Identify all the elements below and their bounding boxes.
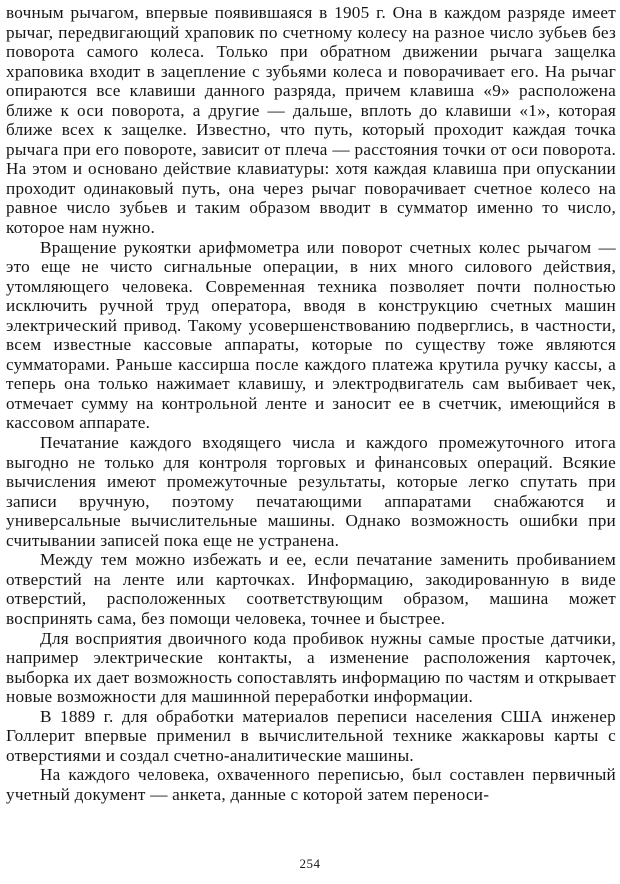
- body-text: [6, 3, 616, 804]
- paragraph: Для восприятия двоичного кода пробивок нужны самые простые датчики, например электрические контакты, а изменение расположения карточек, выборка их дает возможность сопоставлять информацию по частям и открывает новые возможности для машинной переработки информации.: [6, 628, 616, 707]
- paragraph: вочным рычагом, впервые появившаяся в 1905 г. Она в каждом разряде имеет рычаг, передвигающий храповик по счетному колесу на разное число зубьев без поворота самого колеса. Только при обратном движении рычага защелка храповика входит в зацепление с зубьями колеса и поворачивает его. На рычаг опираются все клавиши данного разряда, причем клавиша «9» расположена ближе к оси поворота, а другие — дальше, вплоть до клавиши «1», которая ближе всех к защелке. Известно, что путь, который проходит каждая точка рычага при его повороте, зависит от плеча — расстояния точки от оси поворота. На этом и основано действие клавиатуры: хотя каждая клавиша при опускании проходит одинаковый путь, она через рычаг поворачивает счетное колесо на равное число зубьев и таким образом вводит в сумматор именно то число, которое нам нужно.: [6, 3, 616, 238]
- paragraph: Между тем можно избежать и ее, если печатание заменить пробиванием отверстий на ленте или карточках. Информацию, закодированную в виде отверстий, расположенных соответствующим образом, машина может воспринять сама, без помощи человека, точнее и быстрее.: [6, 550, 616, 628]
- paragraph: На каждого человека, охваченного переписью, был составлен первичный учетный документ — анкета, данные с которой затем переноси-: [6, 765, 616, 804]
- paragraph: В 1889 г. для обработки материалов переписи населения США инженер Голлерит впервые применил в вычислительной технике жаккаровы карты с отверстиями и создал счетно-аналитические машины.: [6, 706, 616, 765]
- page-number: 254: [299, 856, 321, 871]
- paragraph: Вращение рукоятки арифмометра или поворот счетных колес рычагом — это еще не чисто сигнальные операции, в них много силового действия, утомляющего человека. Современная техника позволяет почти полностью исключить ручной труд оператора, вводя в конструкцию счетных машин электрический привод. Такому усовершенствованию подверглись, в частности, всем известные кассовые аппараты, которые по существу тоже являются сумматорами. Раньше кассирша после каждого платежа крутила ручку кассы, а теперь она только нажимает клавишу, и электродвигатель сам выбивает чек, отмечает сумму на контрольной ленте и заносит ее в счетчик, имеющийся в кассовом аппарате.: [6, 237, 616, 433]
- paragraph: Печатание каждого входящего числа и каждого промежуточного итога выгодно не только для контроля торговых и финансовых операций. Всякие вычисления имеют промежуточные результаты, которые легко спутать при записи вручную, поэтому печатающими аппаратами снабжаются и универсальные вычислительные машины. Однако возможность ошибки при считывании записей пока еще не устранена.: [6, 433, 616, 550]
